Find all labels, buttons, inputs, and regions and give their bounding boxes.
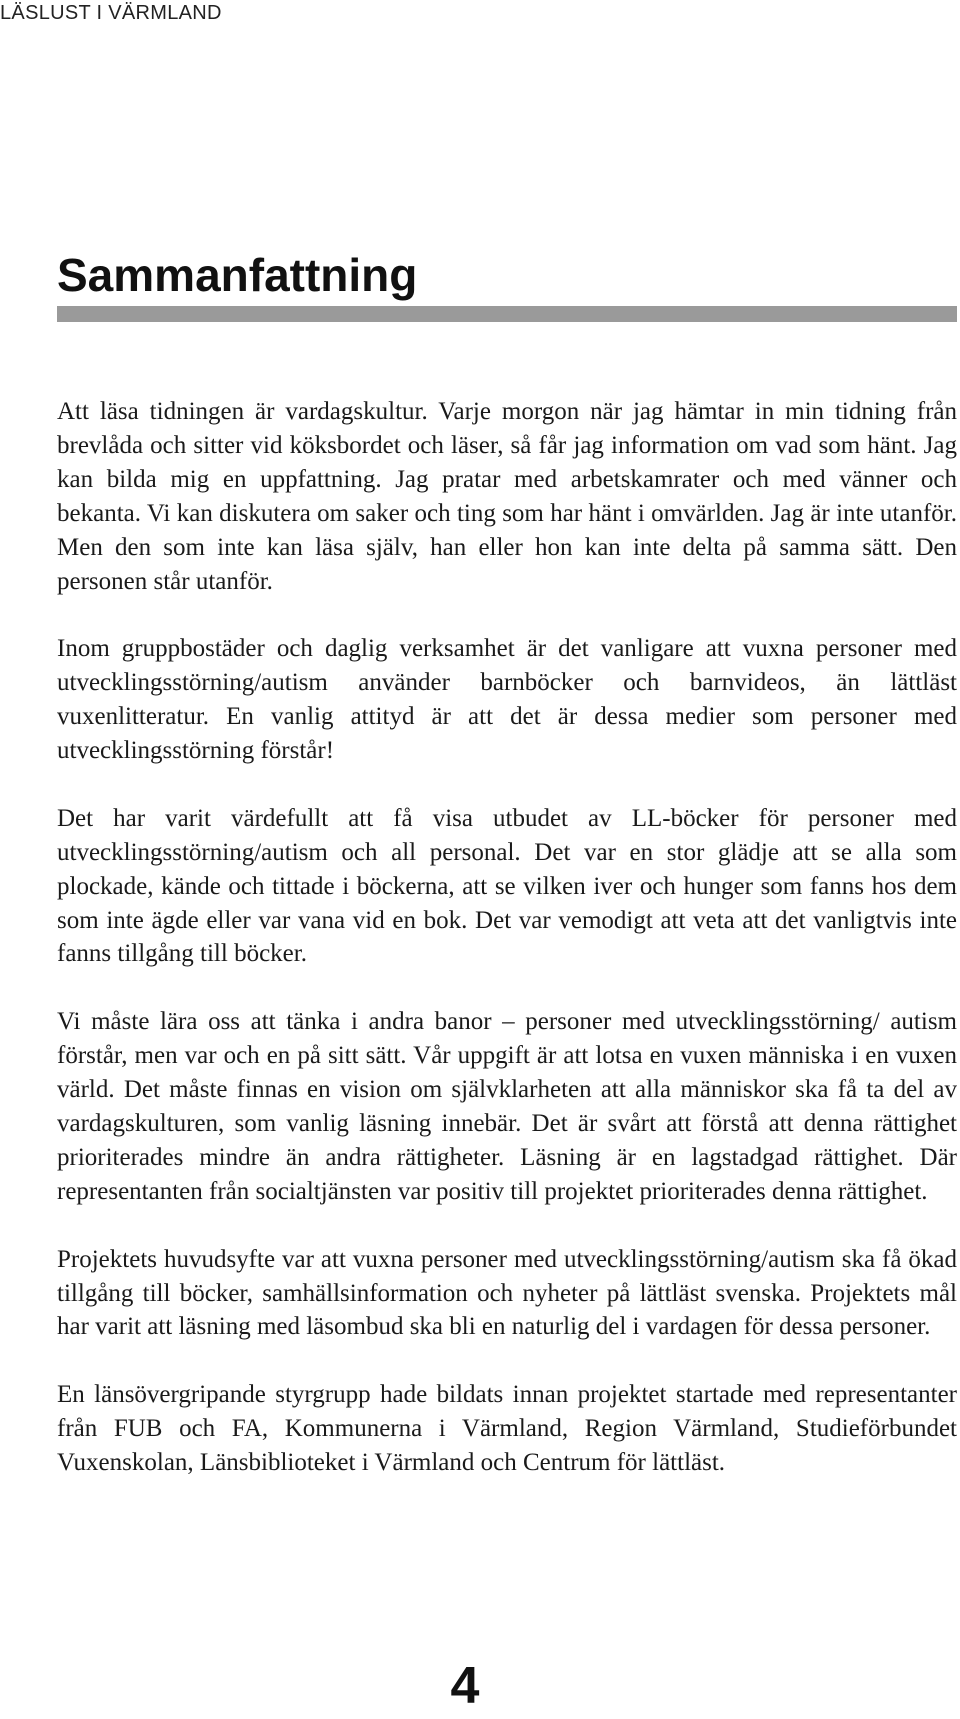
paragraph: Vi måste lära oss att tänka i andra banor – personer med utvecklingsstörning/ autism förstår, men var och en på sitt sätt. Vår uppgift är att lotsa en vuxen människa i en vuxen värld. Det måste finnas en vision om självklarheten att alla människor ska få ta del av vardagskulturen, som vanlig läsning innebär. Det är svårt att förstå att denna rättighet prioriterades mindre än andra rättigheter. Läsning är en lagstadgad rättighet. Där representanten från socialtjänsten var positiv till projektet prioriterades denna rättighet. bbox=[57, 1008, 957, 1205]
paragraph: Projektets huvudsyfte var att vuxna personer med utvecklingsstörning/autism ska få ökad tillgång till böcker, samhällsinformation och nyheter på lättläst svenska. Projektets mål har varit att läsning med läsombud ska bli en naturlig del i vardagen för dessa personer. bbox=[57, 1245, 957, 1341]
body-text bbox=[57, 395, 957, 1514]
page-title: Sammanfattning bbox=[57, 249, 418, 301]
paragraph: En länsövergripande styrgrupp hade bildats innan projektet startade med representanter från FUB och FA, Kommunerna i Värmland, Region Värmland, Studieförbundet Vuxenskolan, Länsbiblioteket i Värmland och Centrum för lättläst. bbox=[57, 1381, 957, 1477]
running-header: LÄSLUST I VÄRMLAND bbox=[0, 2, 222, 24]
paragraph: Inom gruppbostäder och daglig verksamhet är det vanligare att vuxna personer med utvecklingsstörning/autism använder barnböcker och barnvideos, än lättläst vuxenlitteratur. En vanlig attityd är att det är dessa medier som personer med utvecklingsstörning förstår! bbox=[57, 635, 957, 765]
paragraph: Att läsa tidningen är vardagskultur. Varje morgon när jag hämtar in min tidning från brevlåda och sitter vid köksbordet och läser, så får jag information om vad som hänt. Jag kan bilda mig en uppfattning. Jag pratar med arbetskamrater och med vänner och bekanta. Vi kan diskutera om saker och ting som har hänt i omvärlden. Jag är inte utanför. Men den som inte kan läsa själv, han eller hon kan inte delta på samma sätt. Den personen står utanför. bbox=[57, 398, 957, 595]
page-number: 4 bbox=[450, 1657, 480, 1715]
title-underline-rule bbox=[57, 306, 957, 322]
paragraph: Det har varit värdefullt att få visa utbudet av LL-böcker för personer med utvecklingsstörning/autism och all personal. Det var en stor glädje att se alla som plockade, kände och tittade i böckerna, att se vilken iver och hunger som fanns hos dem som inte ägde eller var vana vid en bok. Det var vemodigt att veta att det vanligtvis inte fanns tillgång till böcker. bbox=[57, 804, 957, 968]
